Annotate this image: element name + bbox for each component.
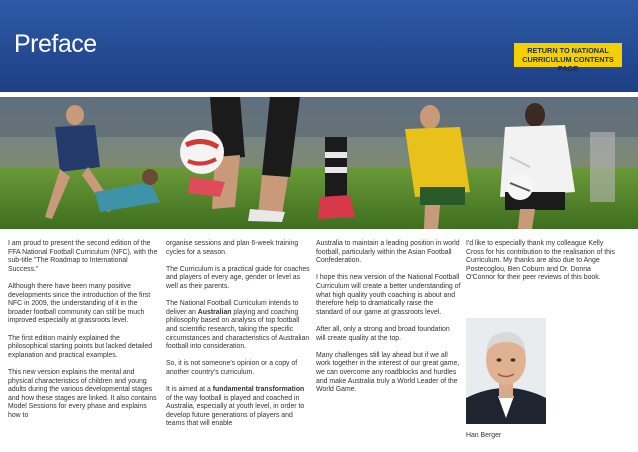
col2-p5-text-c: of the way football is played and coached in Australia, especially at youth level, in order to develop future generations of players and teams that will enable — [166, 394, 305, 428]
col2-p3-text-a: The National Football Curriculum intends to deliver an — [166, 300, 299, 316]
col1-paragraph-2: Although there have been many positive developments since the introduction of the first NFC in 2009, the understanding of it in the broader football community can still be much improved especially at grassroots level. — [8, 282, 151, 325]
col4-paragraph-1: I'd like to especially thank my colleague Kelly Cross for his contribution to the realisation of this Curriculum. My thanks are also due to Ange Postecoglou, Ben Coburn and Dr. Donna O'Connor for their peer reviews of this book. — [466, 240, 615, 282]
portrait-caption: Han Berger — [466, 432, 502, 439]
col1-paragraph-1: I am proud to present the second edition of the FFA National Football Curriculum (NFC), with the sub-title "The Roadmap to International Success." — [8, 240, 158, 273]
return-button-line1: RETURN TO NATIONAL — [527, 46, 609, 55]
header-banner — [0, 0, 638, 92]
football-match-photo — [0, 97, 638, 229]
col2-paragraph-5 — [166, 386, 311, 429]
col2-paragraph-4: So, it is not someone's opinion or a copy of another country's curriculum. — [166, 360, 298, 376]
column-3 — [316, 240, 461, 403]
column-1 — [8, 240, 158, 429]
col2-p5-text-a: It is aimed at a — [166, 386, 213, 394]
column-2 — [166, 240, 311, 438]
col2-paragraph-3 — [166, 300, 311, 352]
col3-paragraph-1: Australia to maintain a leading position in world football, particularly within the Asian Football Confederation. — [316, 240, 460, 265]
col2-paragraph-1: organise sessions and plan 6-week training cycles for a season. — [166, 240, 299, 256]
col3-paragraph-2: I hope this new version of the National Football Curriculum will create a better understanding of what high quality youth coaching is about and therefore help to dramatically raise the standard of our game at grassroots level. — [316, 274, 461, 316]
author-portrait — [466, 318, 546, 424]
return-to-contents-button[interactable] — [514, 43, 622, 73]
col2-paragraph-2: The Curriculum is a practical guide for coaches and players of every age, gender or level as well as their parents. — [166, 265, 310, 290]
return-button-line2: CURRICULUM CONTENTS PAGE — [522, 55, 614, 73]
col1-paragraph-4: This new version explains the mental and physical characteristics of children and young adults during the various developmental stages and how these stages are linked. It also contains Model Sessions for every phase and explains how to — [8, 368, 157, 419]
col3-paragraph-4: Many challenges still lay ahead but if we all work together in the interest of our great game, we can overcome any roadblocks and hurdles and make Australia truly a World Leader of the World Game. — [316, 351, 460, 394]
col2-p3-bold: Australian — [197, 308, 232, 316]
column-4 — [466, 240, 616, 292]
col2-p5-bold: fundamental transformation — [212, 386, 305, 394]
col3-paragraph-3: After all, only a strong and broad foundation will create quality at the top. — [316, 325, 450, 342]
page-title: Preface — [14, 30, 97, 58]
col1-paragraph-3: The first edition mainly explained the philosophical starting points but lacked detailed explanation and practical examples. — [8, 334, 153, 359]
col2-p3-text-c: playing and coaching philosophy based on analysis of top football and scientific research, taking the specific circumstances and characteristics of Australian football into consideration. — [166, 308, 310, 351]
